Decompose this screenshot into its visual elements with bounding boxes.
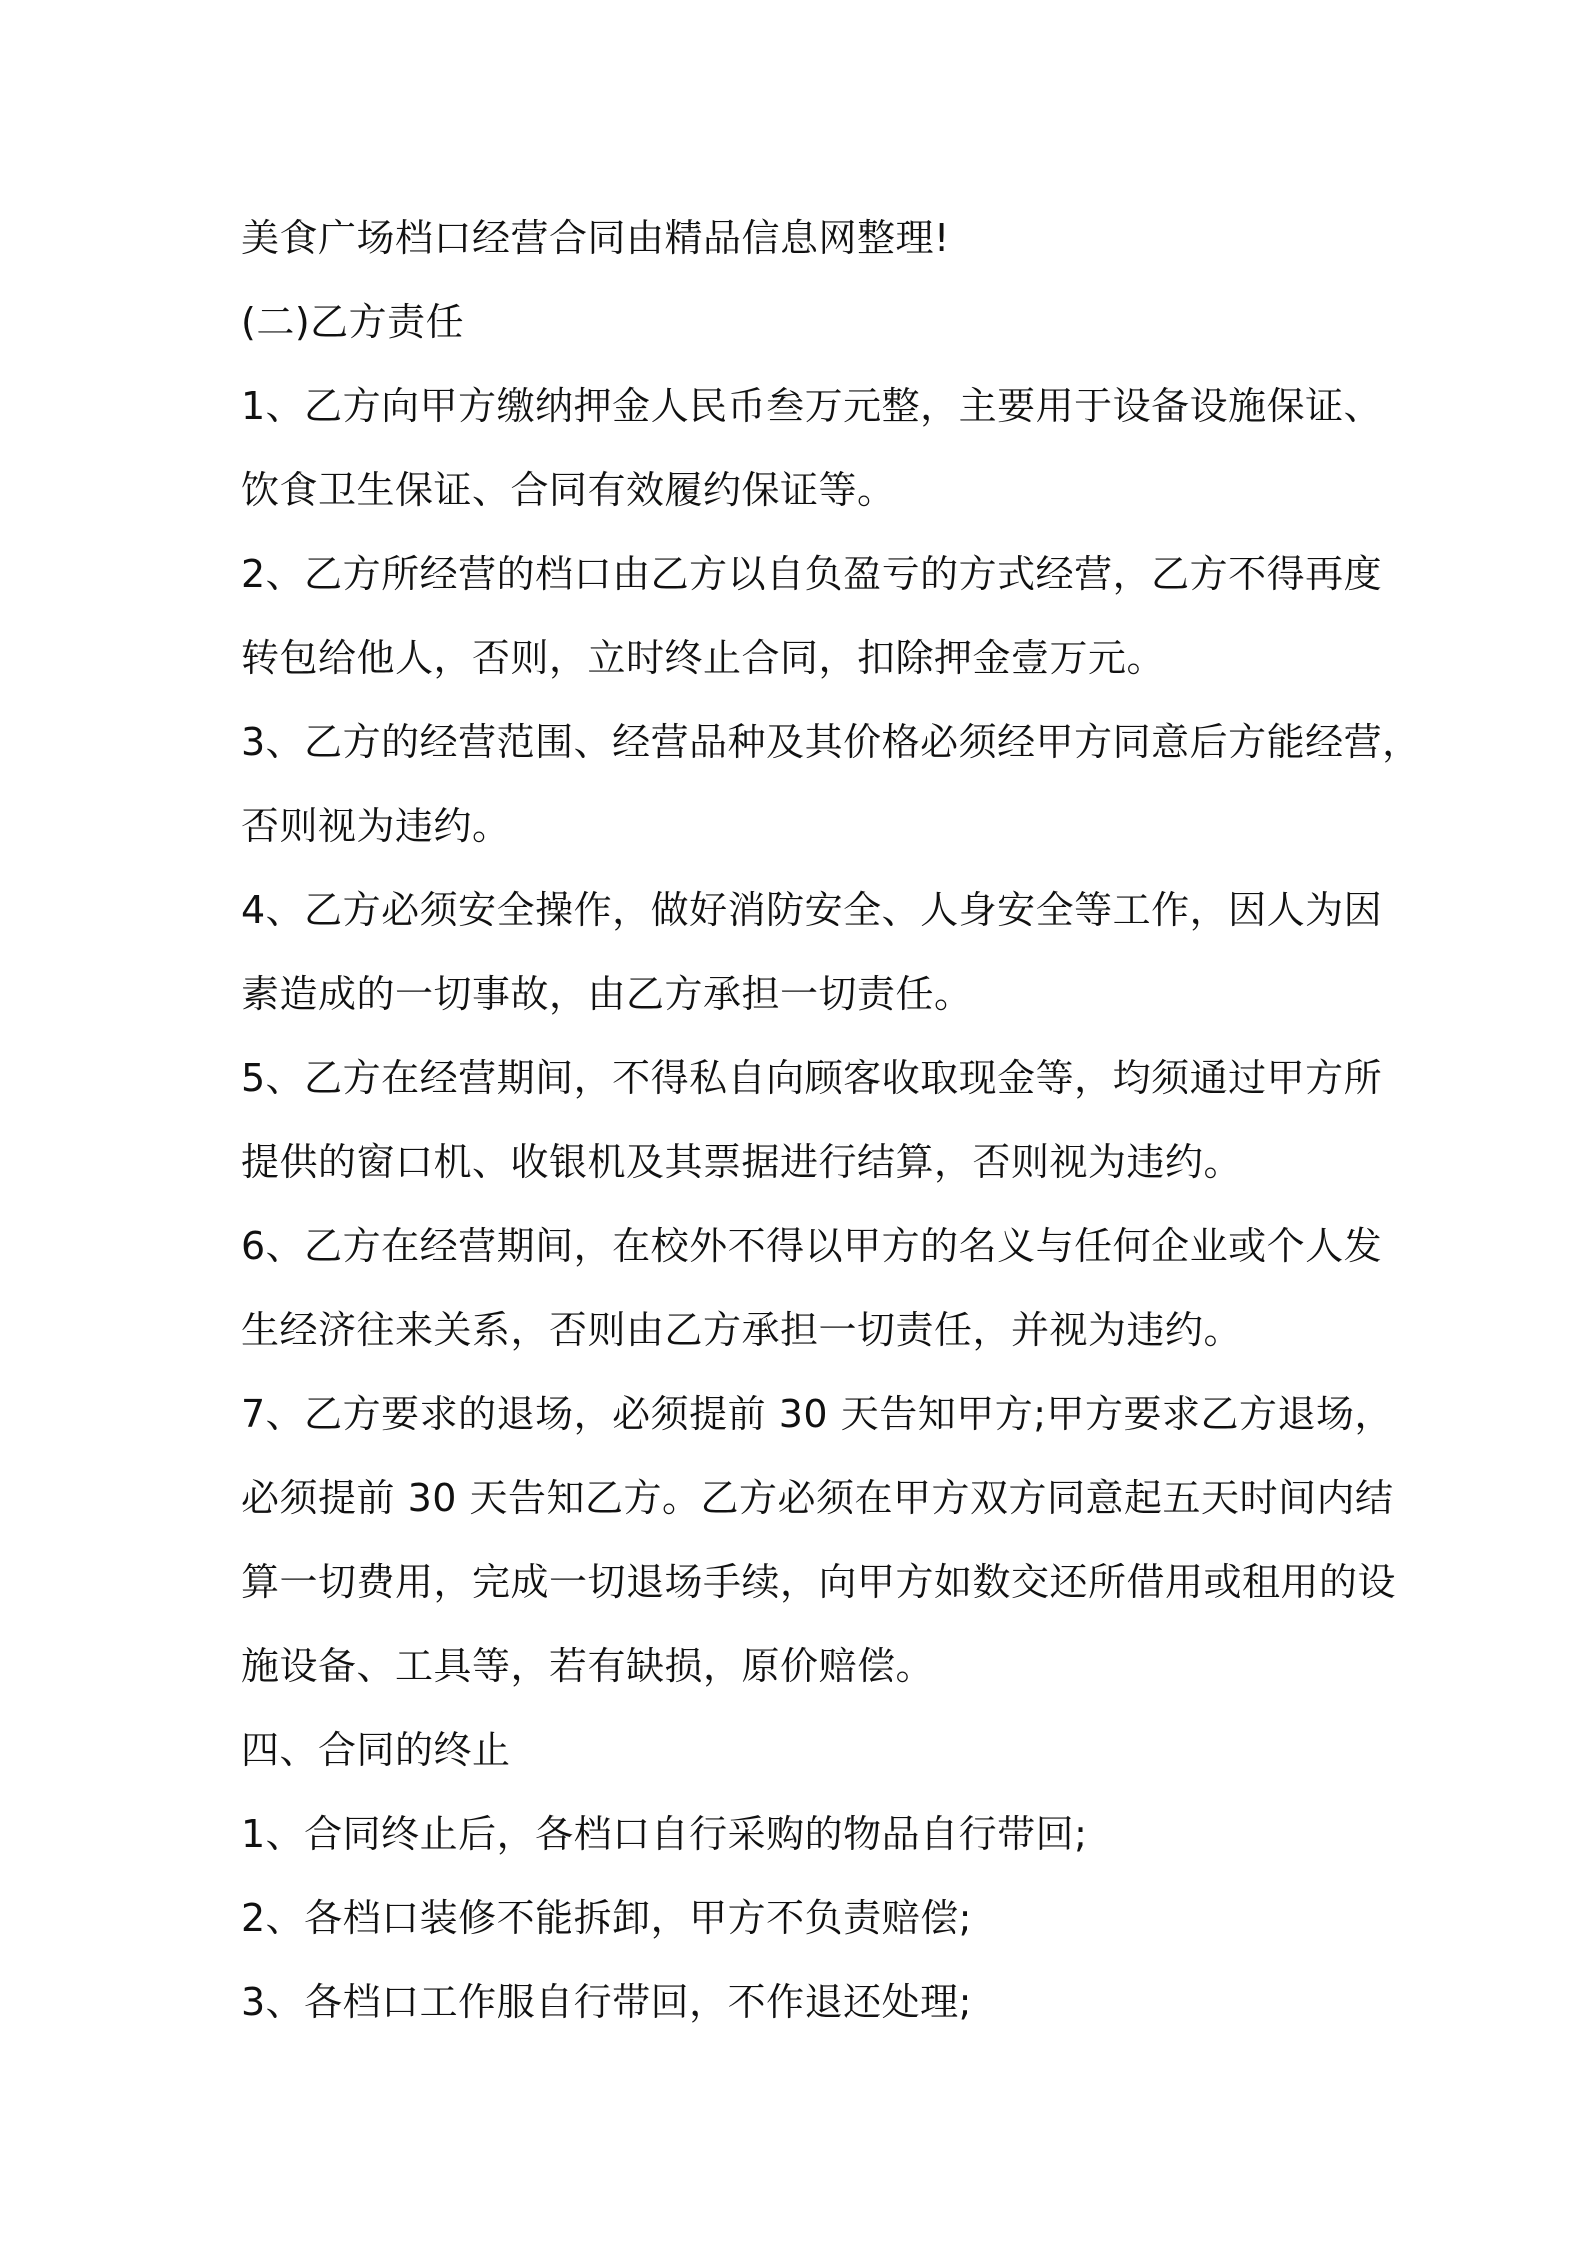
termination-clause-3: 3、各档口工作服自行带回，不作退还处理;: [241, 1980, 972, 2024]
document-title: 美食广场档口经营合同由精品信息网整理!: [241, 216, 950, 260]
termination-clause-1: 1、合同终止后，各档口自行采购的物品自行带回;: [241, 1812, 1088, 1856]
termination-clause-2: 2、各档口装修不能拆卸，甲方不负责赔偿;: [241, 1896, 972, 1940]
document-body: [241, 196, 1421, 2044]
section-heading-contract-termination: 四、合同的终止: [241, 1728, 511, 1772]
clause-2-line-1: 2、乙方所经营的档口由乙方以自负盈亏的方式经营，乙方不得再度: [241, 552, 1383, 596]
clause-7-line-2: 必须提前 30 天告知乙方。乙方必须在甲方双方同意起五天时间内结: [241, 1476, 1394, 1520]
clause-5-line-2: 提供的窗口机、收银机及其票据进行结算，否则视为违约。: [241, 1140, 1243, 1184]
clause-1-line-1: 1、乙方向甲方缴纳押金人民币叁万元整，主要用于设备设施保证、: [241, 384, 1383, 428]
section-heading-party-b-responsibilities: (二)乙方责任: [241, 300, 465, 344]
clause-2-line-2: 转包给他人，否则，立时终止合同，扣除押金壹万元。: [241, 636, 1166, 680]
clause-7-line-1: 7、乙方要求的退场，必须提前 30 天告知甲方;甲方要求乙方退场，: [241, 1392, 1393, 1436]
clause-5-line-1: 5、乙方在经营期间，不得私自向顾客收取现金等，均须通过甲方所: [241, 1056, 1383, 1100]
clause-7-line-4: 施设备、工具等，若有缺损，原价赔偿。: [241, 1644, 935, 1688]
clause-6-line-2: 生经济往来关系，否则由乙方承担一切责任，并视为违约。: [241, 1308, 1243, 1352]
clause-3-line-2: 否则视为违约。: [241, 804, 511, 848]
clause-7-line-3: 算一切费用，完成一切退场手续，向甲方如数交还所借用或租用的设: [241, 1560, 1397, 1604]
clause-1-line-2: 饮食卫生保证、合同有效履约保证等。: [241, 468, 896, 512]
clause-4-line-2: 素造成的一切事故，由乙方承担一切责任。: [241, 972, 973, 1016]
clause-4-line-1: 4、乙方必须安全操作，做好消防安全、人身安全等工作，因人为因: [241, 888, 1383, 932]
clause-6-line-1: 6、乙方在经营期间，在校外不得以甲方的名义与任何企业或个人发: [241, 1224, 1383, 1268]
clause-3-line-1: 3、乙方的经营范围、经营品种及其价格必须经甲方同意后方能经营，: [241, 720, 1421, 764]
